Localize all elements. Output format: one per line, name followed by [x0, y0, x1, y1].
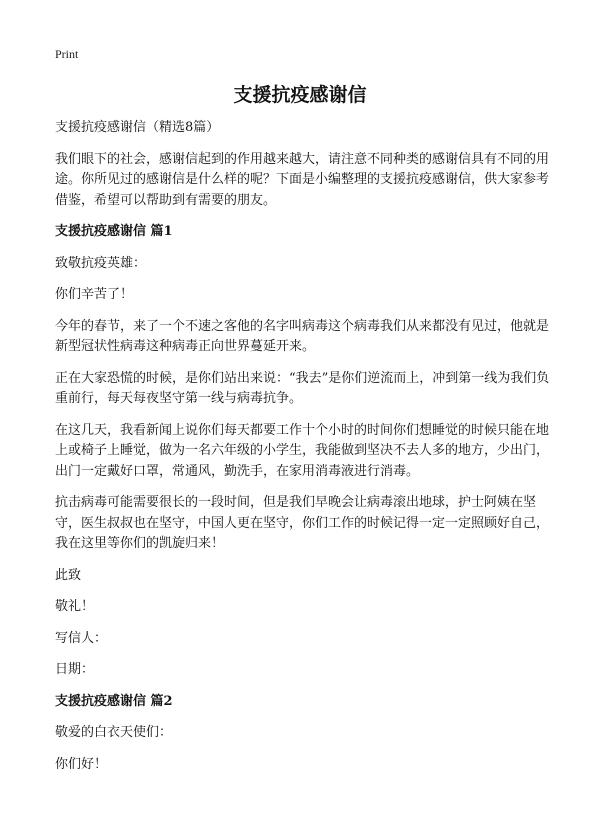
salutation-paragraph: 敬爱的白衣天使们：	[55, 725, 173, 740]
body-paragraph: 你们好！	[55, 756, 108, 772]
body-paragraph: 在这几天，我看新闻上说你们每天都要工作十个小时的时间你们想睡觉的时候只能在地上或椅子上睡觉，做为一名六年级的小学生，我能做到坚决不去人多的地方，少出门，出门一定戴好口罩，常通风，勤洗手，在家用消毒液进行消毒。	[55, 422, 550, 479]
date-line: 日期：	[55, 662, 95, 677]
closing-line: 此致	[55, 567, 82, 583]
document-body	[55, 118, 555, 786]
section-heading-1: 支援抗疫感谢信 篇1	[55, 224, 173, 239]
salutation-paragraph: 致敬抗疫英雄：	[55, 255, 147, 271]
body-paragraph: 今年的春节，来了一个不速之客他的名字叫病毒这个病毒我们从来都没有见过，他就是新型冠状性病毒这种病毒正向世界蔓延开来。	[55, 318, 550, 354]
section-heading-2: 支援抗疫感谢信 篇2	[55, 693, 173, 709]
closing-line: 敬礼！	[55, 599, 95, 614]
document-title: 支援抗疫感谢信	[233, 84, 367, 106]
intro-paragraph: 我们眼下的社会，感谢信起到的作用越来越大，请注意不同种类的感谢信具有不同的用途。你所见过的感谢信是什么样的呢？下面是小编整理的支援抗疫感谢信，供大家参考借鉴，希望可以帮助到有需要的朋友。	[55, 151, 550, 208]
body-paragraph: 抗击病毒可能需要很长的一段时间，但是我们早晚会让病毒滚出地球，护士阿姨在坚守，医生叔叔也在坚守，中国人更在坚守，你们工作的时候记得一定一定照顾好自己，我在这里等你们的凯旋归来！	[55, 495, 550, 551]
signature-line: 写信人：	[55, 630, 108, 646]
print-link[interactable]: Print	[55, 47, 79, 61]
body-paragraph: 你们辛苦了！	[55, 287, 134, 302]
document-subtitle: 支援抗疫感谢信（精选8篇）	[55, 120, 220, 135]
body-paragraph: 正在大家恐慌的时候，是你们站出来说：“我去”是你们逆流而上，冲到第一线为我们负重前行，每天每夜坚守第一线与病毒抗争。	[55, 370, 550, 406]
